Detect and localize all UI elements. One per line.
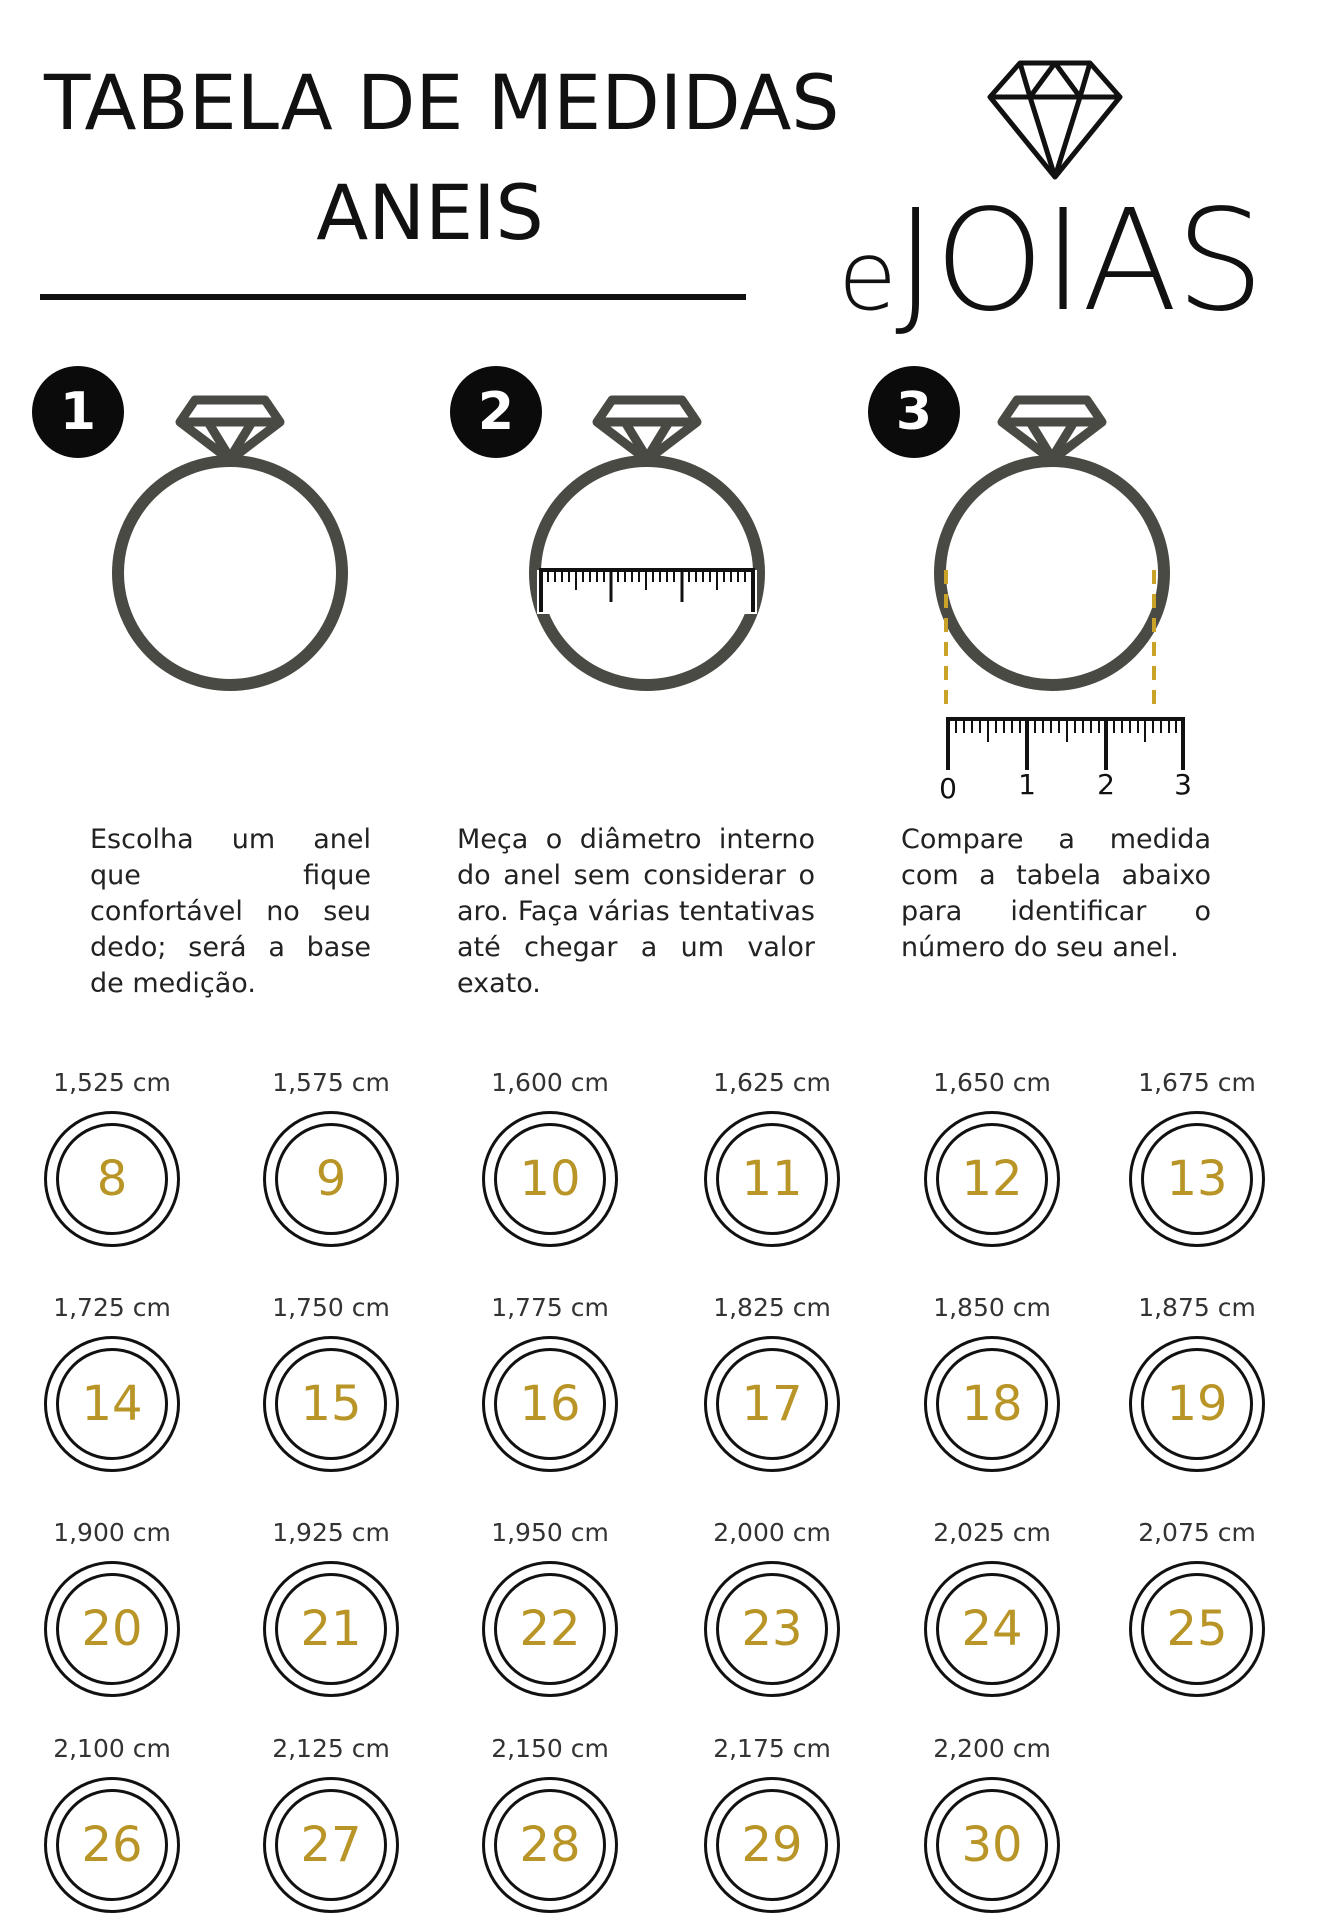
size-entry xyxy=(917,1733,1067,1913)
size-diameter-label: 2,000 cm xyxy=(713,1518,831,1547)
size-entry xyxy=(37,1517,187,1697)
size-ring-icon xyxy=(1129,1561,1265,1697)
size-number: 12 xyxy=(936,1123,1048,1235)
size-entry xyxy=(917,1067,1067,1247)
size-number: 25 xyxy=(1141,1573,1253,1685)
size-number: 30 xyxy=(936,1789,1048,1901)
size-diameter-label: 2,175 cm xyxy=(713,1734,831,1763)
size-entry xyxy=(37,1733,187,1913)
size-entry xyxy=(917,1517,1067,1697)
size-ring-icon xyxy=(44,1777,180,1913)
size-number: 26 xyxy=(56,1789,168,1901)
size-ring-icon xyxy=(44,1561,180,1697)
size-ring-icon xyxy=(482,1561,618,1697)
step-3-badge: 3 xyxy=(868,366,960,458)
size-number: 10 xyxy=(494,1123,606,1235)
size-ring-icon xyxy=(263,1336,399,1472)
size-entry xyxy=(256,1733,406,1913)
size-diameter-label: 1,825 cm xyxy=(713,1293,831,1322)
size-number: 16 xyxy=(494,1348,606,1460)
size-number: 17 xyxy=(716,1348,828,1460)
size-ring-icon xyxy=(704,1336,840,1472)
size-diameter-label: 1,600 cm xyxy=(491,1068,609,1097)
size-diameter-label: 2,025 cm xyxy=(933,1518,1051,1547)
size-entry xyxy=(475,1292,625,1472)
brand-logo-name: JOIAS xyxy=(895,180,1263,343)
size-ring-icon xyxy=(1129,1336,1265,1472)
size-diameter-label: 1,725 cm xyxy=(53,1293,171,1322)
ruler-label-1: 1 xyxy=(1018,768,1036,801)
size-diameter-label: 1,925 cm xyxy=(272,1518,390,1547)
size-number: 9 xyxy=(275,1123,387,1235)
size-diameter-label: 2,100 cm xyxy=(53,1734,171,1763)
size-diameter-label: 1,775 cm xyxy=(491,1293,609,1322)
size-diameter-label: 1,575 cm xyxy=(272,1068,390,1097)
size-diameter-label: 1,950 cm xyxy=(491,1518,609,1547)
size-diameter-label: 1,750 cm xyxy=(272,1293,390,1322)
size-number: 27 xyxy=(275,1789,387,1901)
size-entry xyxy=(256,1067,406,1247)
size-number: 28 xyxy=(494,1789,606,1901)
size-ring-icon xyxy=(263,1561,399,1697)
ruler-label-0: 0 xyxy=(939,772,957,805)
step-3-description: Compare a medida com a tabela abaixo para identificar o número do seu anel. xyxy=(901,824,1211,963)
size-ring-icon xyxy=(704,1561,840,1697)
size-entry xyxy=(1122,1067,1272,1247)
ring-ruler-icon xyxy=(517,390,777,690)
step-2-badge: 2 xyxy=(450,366,542,458)
brand-logo-text xyxy=(838,180,1263,343)
size-diameter-label: 2,200 cm xyxy=(933,1734,1051,1763)
size-entry xyxy=(697,1733,847,1913)
size-entry xyxy=(37,1067,187,1247)
size-ring-icon xyxy=(704,1777,840,1913)
size-number: 20 xyxy=(56,1573,168,1685)
size-entry xyxy=(1122,1517,1272,1697)
size-diameter-label: 1,625 cm xyxy=(713,1068,831,1097)
size-ring-icon xyxy=(482,1777,618,1913)
diamond-logo-icon xyxy=(985,55,1125,185)
size-ring-icon xyxy=(924,1777,1060,1913)
size-entry xyxy=(697,1517,847,1697)
size-ring-icon xyxy=(482,1336,618,1472)
step-1-description: Escolha um anel que fique confortável no seu dedo; será a base de medição. xyxy=(90,824,371,999)
size-number: 23 xyxy=(716,1573,828,1685)
size-diameter-label: 1,900 cm xyxy=(53,1518,171,1547)
size-number: 15 xyxy=(275,1348,387,1460)
size-ring-icon xyxy=(482,1111,618,1247)
size-number: 8 xyxy=(56,1123,168,1235)
ruler-label-3: 3 xyxy=(1174,768,1192,801)
size-diameter-label: 1,525 cm xyxy=(53,1068,171,1097)
size-ring-icon xyxy=(1129,1111,1265,1247)
size-entry xyxy=(475,1517,625,1697)
step-1-badge: 1 xyxy=(32,366,124,458)
size-ring-icon xyxy=(924,1111,1060,1247)
size-number: 29 xyxy=(716,1789,828,1901)
size-number: 21 xyxy=(275,1573,387,1685)
size-diameter-label: 2,075 cm xyxy=(1138,1518,1256,1547)
page-title-line2: ANEIS xyxy=(316,168,544,257)
page-title-line1: TABELA DE MEDIDAS xyxy=(44,58,840,147)
size-ring-icon xyxy=(924,1336,1060,1472)
size-diameter-label: 2,125 cm xyxy=(272,1734,390,1763)
ring-icon xyxy=(100,390,360,690)
size-diameter-label: 1,675 cm xyxy=(1138,1068,1256,1097)
size-ring-icon xyxy=(44,1111,180,1247)
title-underline xyxy=(40,294,746,300)
size-entry xyxy=(475,1067,625,1247)
size-ring-icon xyxy=(263,1111,399,1247)
ruler-label-2: 2 xyxy=(1097,768,1115,801)
size-diameter-label: 1,850 cm xyxy=(933,1293,1051,1322)
brand-logo-prefix: e xyxy=(838,220,896,332)
size-number: 24 xyxy=(936,1573,1048,1685)
size-entry xyxy=(256,1517,406,1697)
size-diameter-label: 1,875 cm xyxy=(1138,1293,1256,1322)
size-ring-icon xyxy=(44,1336,180,1472)
step-2-description: Meça o diâmetro interno do anel sem considerar o aro. Faça várias tentativas até chegar a um valor exato. xyxy=(457,824,815,999)
size-number: 14 xyxy=(56,1348,168,1460)
size-entry xyxy=(256,1292,406,1472)
size-entry xyxy=(697,1292,847,1472)
size-number: 22 xyxy=(494,1573,606,1685)
size-number: 19 xyxy=(1141,1348,1253,1460)
size-entry xyxy=(37,1292,187,1472)
size-ring-icon xyxy=(924,1561,1060,1697)
size-diameter-label: 1,650 cm xyxy=(933,1068,1051,1097)
size-number: 11 xyxy=(716,1123,828,1235)
size-ring-icon xyxy=(704,1111,840,1247)
ring-measure-icon xyxy=(925,390,1192,810)
size-diameter-label: 2,150 cm xyxy=(491,1734,609,1763)
size-ring-icon xyxy=(263,1777,399,1913)
size-entry xyxy=(1122,1292,1272,1472)
size-number: 13 xyxy=(1141,1123,1253,1235)
size-entry xyxy=(697,1067,847,1247)
size-entry xyxy=(917,1292,1067,1472)
size-number: 18 xyxy=(936,1348,1048,1460)
size-entry xyxy=(475,1733,625,1913)
